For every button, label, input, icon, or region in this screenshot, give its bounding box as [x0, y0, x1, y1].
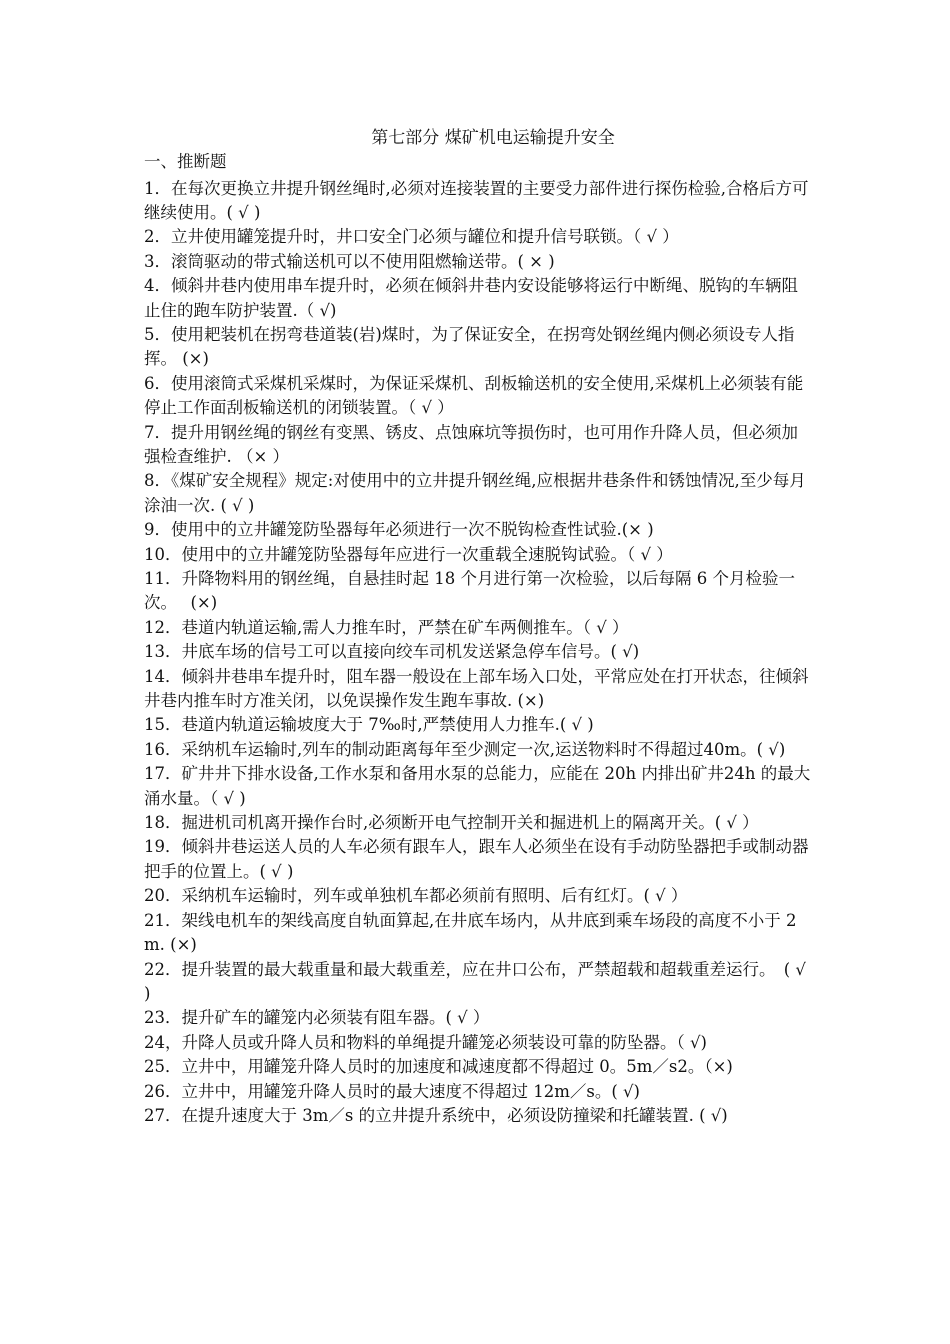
question-list [144, 177, 812, 1129]
question-item: 4．倾斜井巷内使用串车提升时，必须在倾斜井巷内安设能够将运行中断绳、脱钩的车辆阻止住的跑车防护装置.（ √) [144, 276, 798, 320]
question-item: 24，升降人员或升降人员和物料的单绳提升罐笼必须装设可靠的防坠器。（ √) [144, 1032, 707, 1052]
question-item: 27．在提升速度大于 3m／s 的立井提升系统中，必须设防撞梁和托罐装置. ( √) [144, 1105, 728, 1125]
question-item: 17．矿井井下排水设备,工作水泵和备用水泵的总能力，应能在 20h 内排出矿井24h 的最大涌水量。（ √ ) [144, 764, 811, 808]
section-heading: 一、推断题 [144, 152, 227, 171]
question-item: 20．采纳机车运输时，列车或单独机车都必须前有照明、后有红灯。( √ ） [144, 886, 688, 906]
question-item: 25．立井中，用罐笼升降人员时的加速度和减速度都不得超过 0。5m／s2。（×) [144, 1057, 733, 1077]
question-item: 6．使用滚筒式采煤机采煤时，为保证采煤机、刮板输送机的安全使用,采煤机上必须装有能停止工作面刮板输送机的闭锁装置。（ √ ） [144, 373, 804, 418]
page-title: 第七部分 煤矿机电运输提升安全 [371, 128, 615, 148]
question-item: 11．升降物料用的钢丝绳，自悬挂时起 18 个月进行第一次检验，以后每隔 6 个月检验一次。 (×) [144, 569, 795, 613]
question-item: 1．在每次更换立井提升钢丝绳时,必须对连接装置的主要受力部件进行探伤检验,合格后方可继续使用。( √ ) [144, 178, 809, 222]
question-item: 23．提升矿车的罐笼内必须装有阻车器。( √ ） [144, 1008, 490, 1028]
question-item: 26．立井中，用罐笼升降人员时的最大速度不得超过 12m／s。( √) [144, 1081, 640, 1101]
document-page [144, 128, 812, 1128]
question-item: 12．巷道内轨道运输,需人力推车时，严禁在矿车两侧推车。（ √ ） [144, 617, 629, 637]
question-item: 18．掘进机司机离开操作台时,必须断开电气控制开关和掘进机上的隔离开关。( √ ） [144, 813, 759, 833]
question-item: 7．提升用钢丝绳的钢丝有变黑、锈皮、点蚀麻坑等损伤时，也可用作升降人员，但必须加强检查维护. （× ） [144, 422, 798, 466]
question-item: 8．《煤矿安全规程》规定:对使用中的立井提升钢丝绳,应根据井巷条件和锈蚀情况,至少每月涂油一次. ( √ ) [144, 471, 806, 515]
question-item: 10．使用中的立井罐笼防坠器每年应进行一次重载全速脱钩试验。（ √ ） [144, 544, 673, 564]
question-item: 15．巷道内轨道运输坡度大于 7‰时,严禁使用人力推车.( √ ) [144, 715, 594, 735]
question-item: 13．井底车场的信号工可以直接向绞车司机发送紧急停车信号。( √) [144, 642, 640, 662]
question-item: 5．使用耙装机在拐弯巷道装(岩)煤时，为了保证安全，在拐弯处钢丝绳内侧必须设专人指挥。 (×) [144, 324, 795, 369]
question-item: 21．架线电机车的架线高度自轨面算起,在井底车场内，从井底到乘车场段的高度不小于 2m. (×) [144, 910, 797, 955]
question-item: 3．滚筒驱动的带式输送机可以不使用阻燃输送带。( × ) [144, 251, 555, 271]
question-item: 22．提升装置的最大载重量和最大载重差，应在井口公布，严禁超载和超载重差运行。 ( √ ) [144, 959, 806, 1003]
question-item: 16．采纳机车运输时,列车的制动距离每年至少测定一次,运送物料时不得超过40m。( √) [144, 739, 786, 759]
question-item: 9．使用中的立井罐笼防坠器每年必须进行一次不脱钩检查性试验.(× ) [144, 520, 654, 540]
question-item: 14．倾斜井巷串车提升时，阻车器一般设在上部车场入口处，平常应处在打开状态，往倾斜井巷内推车时方准关闭，以免误操作发生跑车事故. (×) [144, 666, 809, 711]
question-item: 2．立井使用罐笼提升时，井口安全门必须与罐位和提升信号联锁。（ √ ） [144, 227, 679, 247]
question-item: 19．倾斜井巷运送人员的人车必须有跟车人，跟车人必须坐在设有手动防坠器把手或制动器把手的位置上。( √ ) [144, 837, 809, 881]
